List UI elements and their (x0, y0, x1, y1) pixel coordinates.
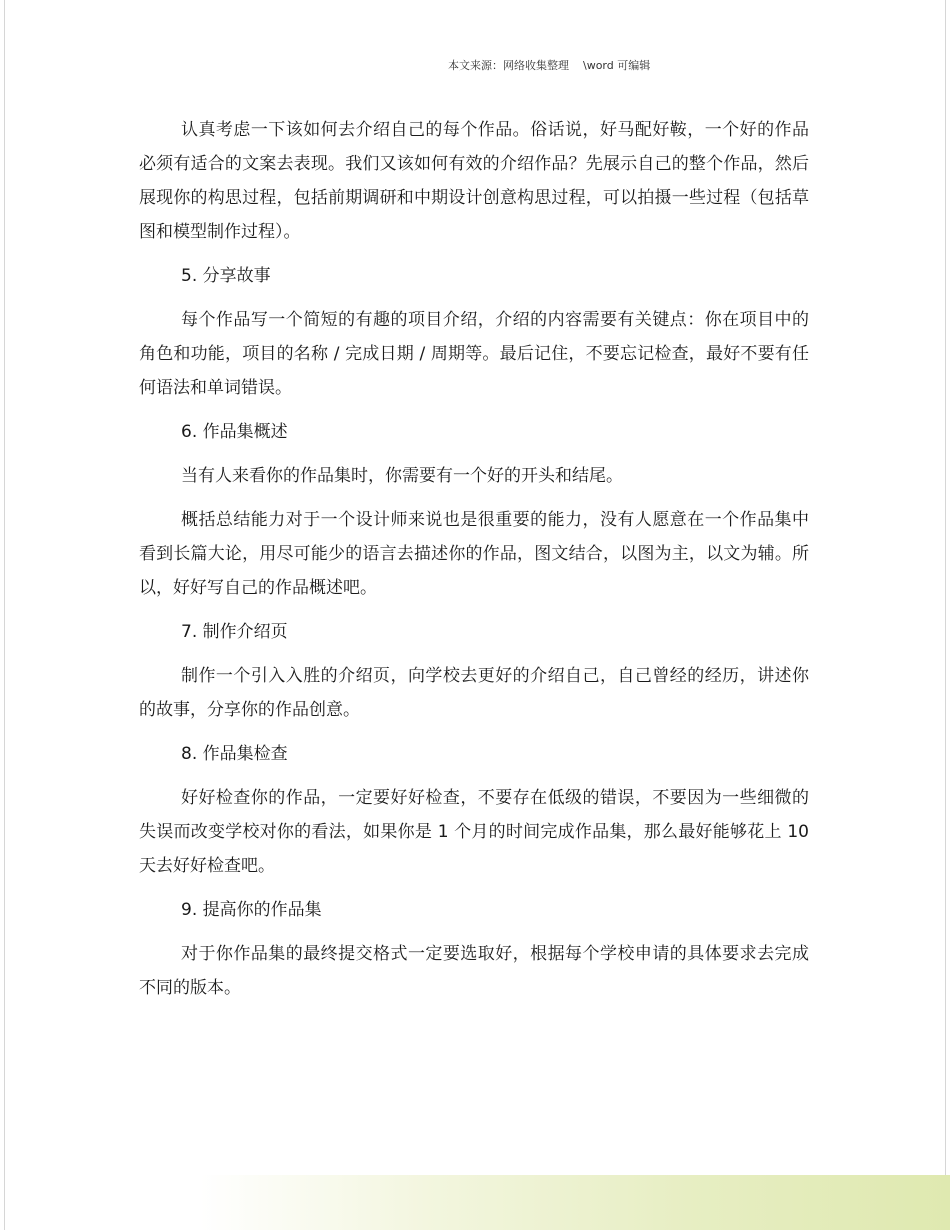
decorative-bottom-band (200, 1175, 950, 1230)
paragraph-9: 对于你作品集的最终提交格式一定要选取好，根据每个学校申请的具体要求去完成不同的版本。 (139, 944, 809, 998)
section-heading-5: 5. 分享故事 (181, 266, 271, 286)
section-heading-9: 9. 提高你的作品集 (181, 900, 322, 920)
paragraph-intro: 认真考虑一下该如何去介绍自己的每个作品。俗话说，好马配好鞍，一个好的作品必须有适合的文案去表现。我们又该如何有效的介绍作品？先展示自己的整个作品，然后展现你的构思过程，包括前期调研和中期设计创意构思过程，可以拍摄一些过程（包括草图和模型制作过程）。 (139, 120, 809, 242)
page-border-right (945, 0, 946, 1230)
paragraph-7: 制作一个引入入胜的介绍页，向学校去更好的介绍自己，自己曾经的经历，讲述你的故事，分享你的作品创意。 (139, 666, 809, 720)
paragraph-5: 每个作品写一个简短的有趣的项目介绍，介绍的内容需要有关键点：你在项目中的角色和功能，项目的名称 / 完成日期 / 周期等。最后记住，不要忘记检查，最好不要有任何语法和单词错误。 (139, 310, 809, 398)
page-border-left (4, 0, 5, 1230)
paragraph-6a: 当有人来看你的作品集时，你需要有一个好的开头和结尾。 (181, 466, 623, 486)
section-heading-7: 7. 制作介绍页 (181, 622, 288, 642)
section-heading-6: 6. 作品集概述 (181, 422, 288, 442)
source-note: 本文来源：网络收集整理 \word 可编辑 (448, 59, 651, 72)
document-body (139, 113, 809, 1015)
section-heading-8: 8. 作品集检查 (181, 744, 288, 764)
paragraph-6b: 概括总结能力对于一个设计师来说也是很重要的能力，没有人愿意在一个作品集中看到长篇大论，用尽可能少的语言去描述你的作品，图文结合，以图为主，以文为辅。所以，好好写自己的作品概述吧。 (139, 510, 809, 598)
paragraph-8: 好好检查你的作品，一定要好好检查，不要存在低级的错误，不要因为一些细微的失误而改变学校对你的看法，如果你是 1 个月的时间完成作品集，那么最好能够花上 10 天去好好检查吧。 (139, 788, 809, 876)
